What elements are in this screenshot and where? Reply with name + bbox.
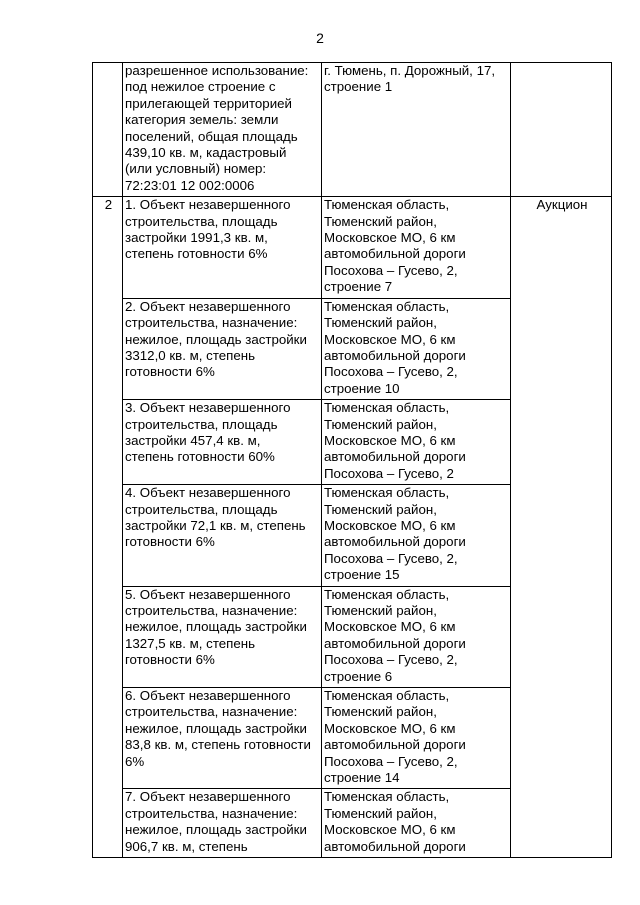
table-row bbox=[93, 197, 612, 298]
object-description: 3. Объект незавершенного строительства, площадь застройки 457,4 кв. м, степень готовности 60% bbox=[123, 400, 322, 485]
object-description: 7. Объект незавершенного строительства, назначение: нежилое, площадь застройки 906,7 кв. м, степень bbox=[123, 789, 322, 858]
sale-method: Аукцион bbox=[511, 197, 612, 858]
object-address: Тюменская область, Тюменский район, Московское МО, 6 км автомобильной дороги Посохова – Гусево, 2 bbox=[322, 400, 511, 485]
row-number: 2 bbox=[93, 197, 123, 858]
object-description: 1. Объект незавершенного строительства, площадь застройки 1991,3 кв. м, степень готовности 6% bbox=[123, 197, 322, 298]
object-description: 2. Объект незавершенного строительства, назначение: нежилое, площадь застройки 3312,0 кв. м, степень готовности 6% bbox=[123, 298, 322, 399]
object-description: 6. Объект незавершенного строительства, назначение: нежилое, площадь застройки 83,8 кв. м, степень готовности 6% bbox=[123, 688, 322, 789]
page-number: 2 bbox=[316, 30, 324, 46]
object-address: Тюменская область, Тюменский район, Московское МО, 6 км автомобильной дороги Посохова – Гусево, 2, строение 7 bbox=[322, 197, 511, 298]
object-address: Тюменская область, Тюменский район, Московское МО, 6 км автомобильной дороги bbox=[322, 789, 511, 858]
object-address: Тюменская область, Тюменский район, Московское МО, 6 км автомобильной дороги Посохова – Гусево, 2, строение 6 bbox=[322, 586, 511, 687]
object-address: Тюменская область, Тюменский район, Московское МО, 6 км автомобильной дороги Посохова – Гусево, 2, строение 15 bbox=[322, 485, 511, 586]
object-address: г. Тюмень, п. Дорожный, 17, строение 1 bbox=[322, 63, 511, 197]
object-description: 5. Объект незавершенного строительства, назначение: нежилое, площадь застройки 1327,5 кв. м, степень готовности 6% bbox=[123, 586, 322, 687]
table-row bbox=[93, 63, 612, 197]
object-address: Тюменская область, Тюменский район, Московское МО, 6 км автомобильной дороги Посохова – Гусево, 2, строение 10 bbox=[322, 298, 511, 399]
property-table bbox=[92, 62, 612, 858]
sale-method bbox=[511, 63, 612, 197]
object-address: Тюменская область, Тюменский район, Московское МО, 6 км автомобильной дороги Посохова – Гусево, 2, строение 14 bbox=[322, 688, 511, 789]
object-description: разрешенное использование: под нежилое строение с прилегающей территорией категория земель: земли поселений, общая площадь 439,10 кв. м, кадастровый (или условный) номер: 72:23:01 12 002:0006 bbox=[123, 63, 322, 197]
row-number bbox=[93, 63, 123, 197]
object-description: 4. Объект незавершенного строительства, площадь застройки 72,1 кв. м, степень готовности 6% bbox=[123, 485, 322, 586]
